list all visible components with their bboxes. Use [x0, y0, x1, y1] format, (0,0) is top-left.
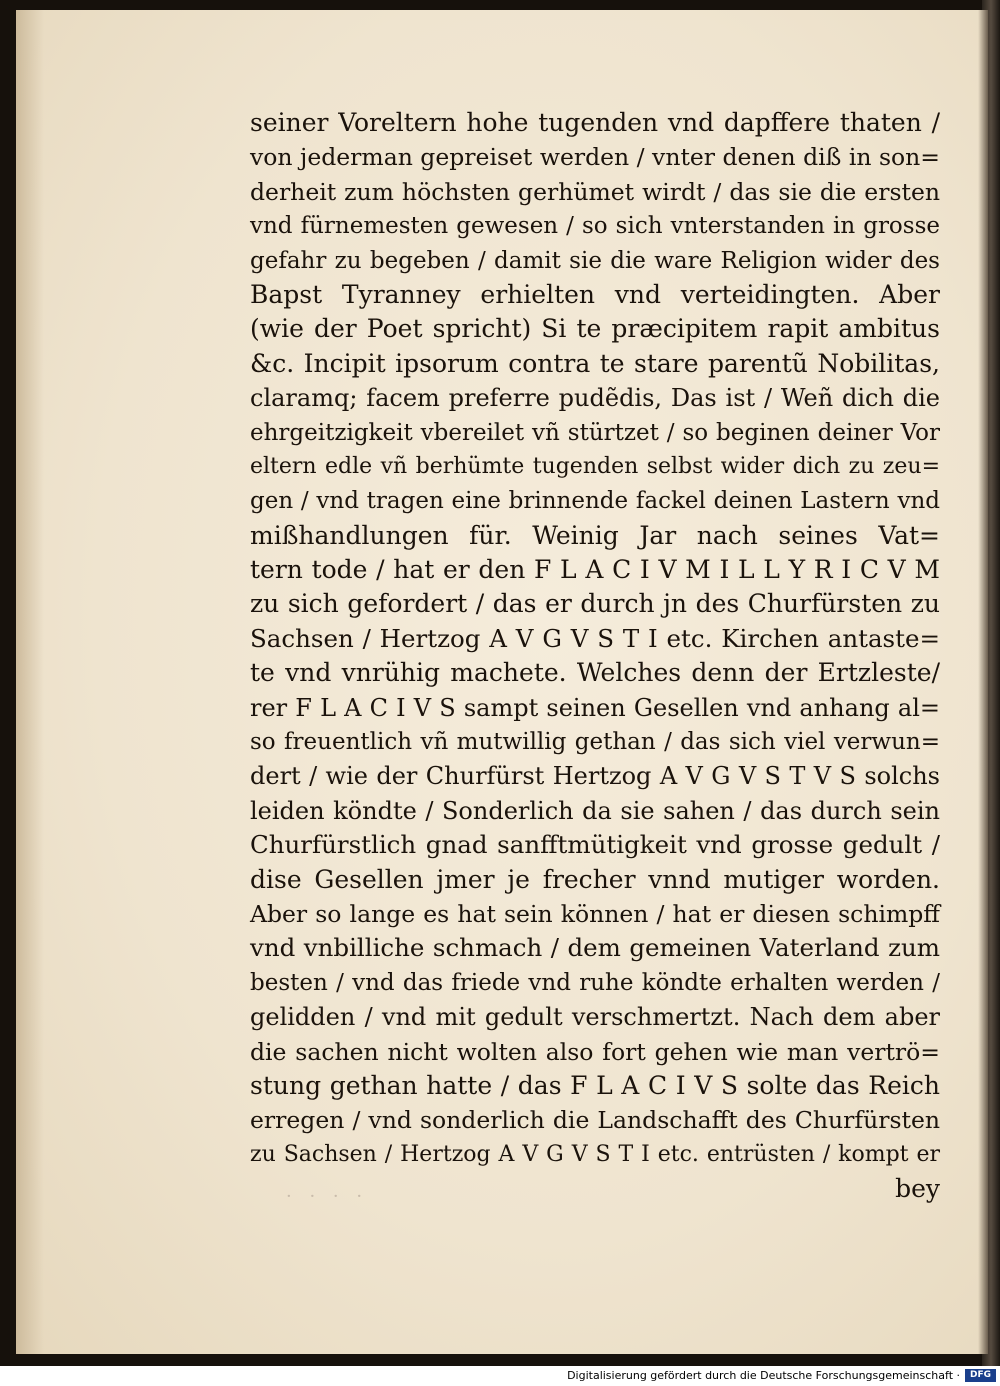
text-line: Bapst Tyranney erhielten vnd verteidingten. Aber	[250, 279, 940, 309]
text-line: gen / vnd tragen eine brinnende fackel deinen Lastern vnd	[250, 488, 940, 515]
catchword: bey	[895, 1174, 940, 1204]
text-line: Churfürstlich gnad sanfftmütigkeit vnd grosse gedult /	[250, 830, 940, 860]
text-line: ehrgeitzigkeit vbereilet vñ stürtzet / so beginen deiner Vor	[250, 419, 940, 446]
text-line: (wie der Poet spricht) Si te præcipitem rapit ambitus	[250, 314, 940, 344]
text-line: so freuentlich vñ mutwillig gethan / das sich viel verwun=	[250, 729, 940, 756]
text-line: dise Gesellen jmer je frecher vnnd mutiger worden.	[250, 864, 940, 894]
text-line: von jederman gepreiset werden / vnter denen diß in son=	[250, 143, 940, 172]
text-line: zu sich gefordert / das er durch jn des Churfürsten zu	[250, 589, 940, 619]
text-line: gelidden / vnd mit gedult verschmertzt. Nach dem aber	[250, 1003, 940, 1032]
text-line: derheit zum höchsten gerhümet wirdt / das sie die ersten	[250, 177, 940, 206]
digitization-credit: Digitalisierung gefördert durch die Deutsche Forschungsgemeinschaft ·	[567, 1369, 960, 1382]
text-line: tern tode / hat er den F L A C I V M I L L Y R I C V M	[250, 555, 940, 585]
text-line: mißhandlungen für. Weinig Jar nach seines Vat=	[250, 520, 940, 550]
page-gutter-shadow	[16, 10, 44, 1354]
text-line: die sachen nicht wolten also fort gehen wie man vertrö=	[250, 1037, 940, 1066]
text-line: stung gethan hatte / das F L A C I V S solte das Reich	[250, 1070, 940, 1100]
text-line: eltern edle vñ berhümte tugenden selbst wider dich zu zeu=	[250, 453, 940, 479]
text-line: claramq; facem preferre pudẽdis, Das ist / Weñ dich die	[250, 384, 940, 413]
text-line: vnd vnbilliche schmach / dem gemeinen Vaterland zum	[250, 933, 940, 963]
bleed-through-marks: · · · ·	[286, 1186, 369, 1207]
text-line: te vnd vnrühig machete. Welches denn der Ertzleste/	[250, 658, 940, 688]
text-line: seiner Voreltern hohe tugenden vnd dapffere thaten /	[250, 108, 940, 137]
text-line: leiden köndte / Sonderlich da sie sahen / das durch sein	[250, 796, 940, 825]
text-line: &c. Incipit ipsorum contra te stare parentũ Nobilitas,	[250, 348, 940, 378]
text-line: Aber so lange es hat sein können / hat er diesen schimpff	[250, 899, 940, 928]
text-line: vnd fürnemesten gewesen / so sich vnterstanden in grosse	[250, 213, 940, 240]
text-line: zu Sachsen / Hertzog A V G V S T I etc. entrüsten / kompt er	[250, 1141, 940, 1167]
dfg-logo-icon: DFG	[965, 1369, 996, 1382]
text-line: besten / vnd das friede vnd ruhe köndte erhalten werden /	[250, 969, 940, 996]
text-line: Sachsen / Hertzog A V G V S T I etc. Kirchen antaste=	[250, 623, 940, 653]
page-edge-shadow	[978, 10, 988, 1354]
text-line: gefahr zu begeben / damit sie die ware Religion wider des	[250, 247, 940, 274]
text-line: rer F L A C I V S sampt seinen Gesellen vnd anhang al=	[250, 693, 940, 722]
footer-bar	[0, 1366, 1000, 1386]
text-line: dert / wie der Churfürst Hertzog A V G V S T V S solchs	[250, 762, 940, 791]
text-line: erregen / vnd sonderlich die Landschafft des Churfürsten	[250, 1106, 940, 1135]
text-block	[250, 106, 940, 1207]
